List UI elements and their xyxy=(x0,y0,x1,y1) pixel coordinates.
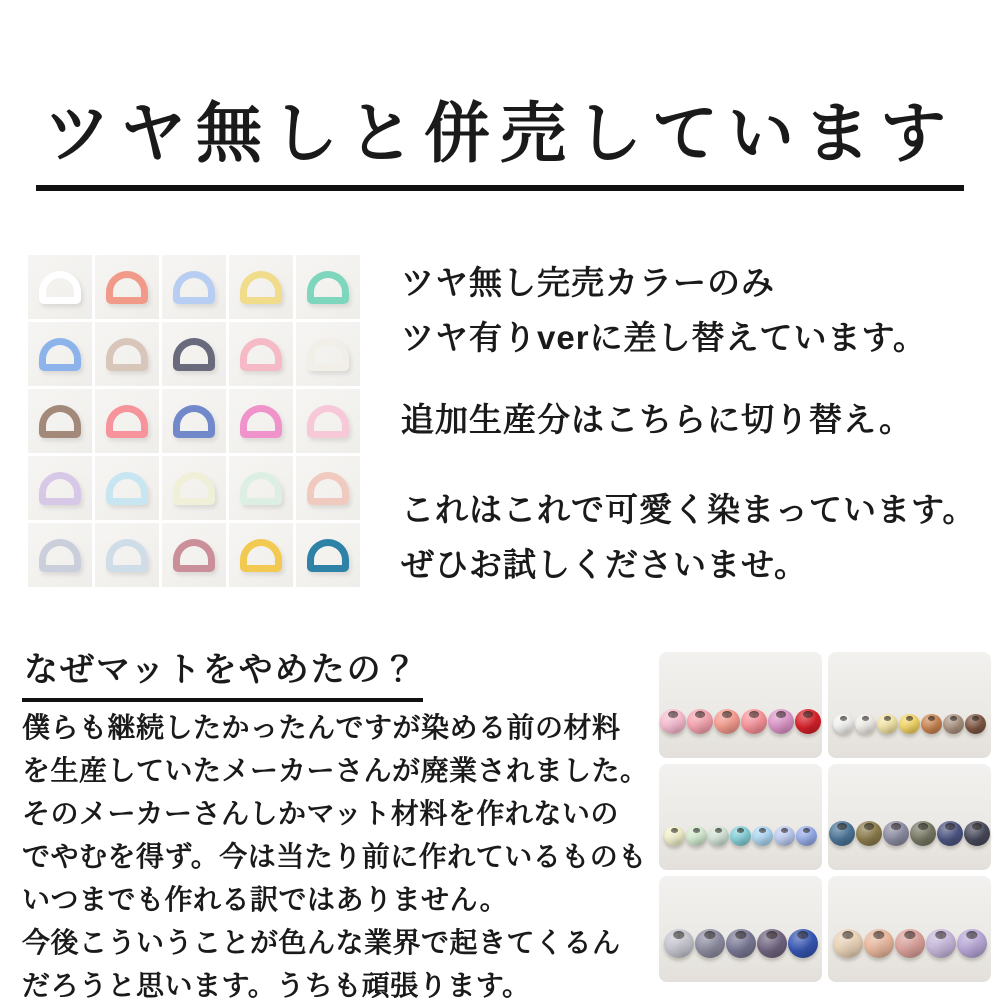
ring-photo-cell xyxy=(296,389,360,453)
bead-swatch xyxy=(714,709,740,734)
bead-row xyxy=(833,714,986,734)
bead-swatch xyxy=(965,714,986,734)
d-ring-swatch xyxy=(173,539,215,572)
bead-swatch xyxy=(757,929,787,958)
bead-hole xyxy=(704,931,715,939)
bead-row xyxy=(664,929,818,958)
bead-hole xyxy=(671,828,679,833)
bead-hole xyxy=(797,931,808,939)
bead-hole xyxy=(803,711,813,718)
bead-swatch xyxy=(957,929,987,958)
bead-hole xyxy=(864,823,874,830)
bead-hole xyxy=(803,828,811,833)
ring-photo-cell xyxy=(296,456,360,520)
note-swap-line1: ツヤ無し完売カラーのみ xyxy=(401,264,775,301)
note-recommend-line1: これはこれで可愛く染まっています。 xyxy=(401,491,977,528)
ring-photo-cell xyxy=(162,523,226,587)
bead-row xyxy=(833,929,987,958)
ring-photo-cell xyxy=(296,523,360,587)
bead-swatch xyxy=(926,929,956,958)
bead-swatch xyxy=(795,709,821,734)
ring-photo-cell xyxy=(28,322,92,386)
bead-hole xyxy=(928,716,936,721)
bead-hole xyxy=(668,711,678,718)
d-ring-swatch xyxy=(307,271,349,304)
bead-swatch xyxy=(895,929,925,958)
ring-photo-cell xyxy=(95,322,159,386)
bead-hole xyxy=(972,823,982,830)
ring-photo-cell xyxy=(28,456,92,520)
bead-hole xyxy=(906,716,914,721)
why-body-line: でやむを得ず。今は当たり前に作れているものも xyxy=(22,841,647,872)
bead-row xyxy=(829,821,990,846)
d-ring-swatch xyxy=(106,539,148,572)
d-ring-swatch xyxy=(173,271,215,304)
bead-swatch xyxy=(730,826,751,846)
d-ring-swatch xyxy=(307,539,349,572)
note-recommend-line2: ぜひお試しくださいませ。 xyxy=(401,546,809,583)
bead-photo-cell xyxy=(659,876,822,982)
bead-grid xyxy=(659,652,991,982)
bead-hole xyxy=(735,931,746,939)
note-production: 追加生産分はこちらに切り替え。 xyxy=(401,401,913,438)
d-ring-swatch xyxy=(106,472,148,505)
bead-swatch xyxy=(695,929,725,958)
bead-row xyxy=(664,826,817,846)
bead-hole xyxy=(842,931,853,939)
bead-hole xyxy=(950,716,958,721)
bead-swatch xyxy=(864,929,894,958)
bead-hole xyxy=(673,931,684,939)
bead-photo-cell xyxy=(659,652,822,758)
ring-photo-cell xyxy=(229,322,293,386)
bead-swatch xyxy=(660,709,686,734)
ring-photo-cell xyxy=(28,523,92,587)
bead-hole xyxy=(715,828,723,833)
bead-swatch xyxy=(964,821,990,846)
bead-hole xyxy=(862,716,870,721)
why-body-line: そのメーカーさんしかマット材料を作れないの xyxy=(22,798,619,829)
d-ring-swatch xyxy=(39,472,81,505)
ring-photo-cell xyxy=(162,322,226,386)
bead-hole xyxy=(972,716,980,721)
ring-photo-cell xyxy=(229,523,293,587)
ring-photo-cell xyxy=(95,523,159,587)
bead-photo-cell xyxy=(659,764,822,870)
bead-row xyxy=(660,709,821,734)
bead-swatch xyxy=(664,929,694,958)
bead-swatch xyxy=(686,826,707,846)
note-swap xyxy=(401,255,927,365)
bead-swatch xyxy=(726,929,756,958)
bead-swatch xyxy=(877,714,898,734)
d-ring-swatch xyxy=(39,539,81,572)
why-body-line: いつまでも作れる訳ではありません。 xyxy=(22,884,509,915)
bead-swatch xyxy=(899,714,920,734)
bead-swatch xyxy=(664,826,685,846)
bead-hole xyxy=(693,828,701,833)
bead-swatch xyxy=(774,826,795,846)
ring-photo-cell xyxy=(296,322,360,386)
bead-hole xyxy=(766,931,777,939)
d-ring-swatch xyxy=(39,405,81,438)
bead-swatch xyxy=(796,826,817,846)
ring-photo-cell xyxy=(162,255,226,319)
ring-photo-cell xyxy=(162,456,226,520)
ring-grid xyxy=(28,255,360,587)
d-ring-swatch xyxy=(240,405,282,438)
bead-swatch xyxy=(833,714,854,734)
bead-hole xyxy=(781,828,789,833)
ring-photo-cell xyxy=(28,389,92,453)
bead-hole xyxy=(722,711,732,718)
why-body-line: 今後こういうことが色んな業界で起きてくるん xyxy=(22,927,621,958)
bead-swatch xyxy=(829,821,855,846)
d-ring-swatch xyxy=(106,271,148,304)
d-ring-swatch xyxy=(106,405,148,438)
bead-swatch xyxy=(921,714,942,734)
bead-hole xyxy=(884,716,892,721)
d-ring-swatch xyxy=(307,472,349,505)
d-ring-swatch xyxy=(307,338,349,371)
d-ring-swatch xyxy=(173,338,215,371)
bead-swatch xyxy=(855,714,876,734)
bead-hole xyxy=(840,716,848,721)
note-recommend xyxy=(401,482,976,592)
bead-swatch xyxy=(883,821,909,846)
ring-photo-cell xyxy=(229,255,293,319)
bead-hole xyxy=(737,828,745,833)
bead-hole xyxy=(837,823,847,830)
bead-hole xyxy=(945,823,955,830)
bead-swatch xyxy=(752,826,773,846)
why-body-line: 僕らも継続したかったんですが染める前の材料 xyxy=(22,712,621,743)
ring-photo-cell xyxy=(28,255,92,319)
why-heading-wrap xyxy=(22,642,423,702)
bead-hole xyxy=(935,931,946,939)
d-ring-swatch xyxy=(240,539,282,572)
bead-swatch xyxy=(788,929,818,958)
note-swap-line2: ツヤ有りverに差し替えています。 xyxy=(401,319,927,356)
bead-photo-cell xyxy=(828,764,991,870)
page-title: ツヤ無しと併売しています xyxy=(36,80,964,191)
why-body-line: を生産していたメーカーさんが廃業されました。 xyxy=(22,755,649,786)
why-section-heading: なぜマットをやめたの？ xyxy=(22,642,423,702)
bead-hole xyxy=(695,711,705,718)
d-ring-swatch xyxy=(106,338,148,371)
bead-swatch xyxy=(833,929,863,958)
title-wrap xyxy=(0,80,1000,191)
d-ring-swatch xyxy=(39,271,81,304)
d-ring-swatch xyxy=(307,405,349,438)
d-ring-swatch xyxy=(39,338,81,371)
bead-hole xyxy=(776,711,786,718)
bead-swatch xyxy=(741,709,767,734)
bead-hole xyxy=(918,823,928,830)
bead-hole xyxy=(891,823,901,830)
bead-swatch xyxy=(910,821,936,846)
ring-photo-cell xyxy=(162,389,226,453)
bead-photo-cell xyxy=(828,876,991,982)
ring-photo-cell xyxy=(95,456,159,520)
bead-hole xyxy=(966,931,977,939)
bead-hole xyxy=(904,931,915,939)
d-ring-swatch xyxy=(240,338,282,371)
bead-swatch xyxy=(943,714,964,734)
ring-photo-cell xyxy=(229,456,293,520)
d-ring-swatch xyxy=(240,271,282,304)
why-body-line: だろうと思います。うちも頑張ります。 xyxy=(22,970,531,1001)
bead-swatch xyxy=(687,709,713,734)
d-ring-swatch xyxy=(173,405,215,438)
ring-photo-cell xyxy=(95,255,159,319)
bead-swatch xyxy=(708,826,729,846)
d-ring-swatch xyxy=(173,472,215,505)
d-ring-swatch xyxy=(240,472,282,505)
ring-photo-cell xyxy=(229,389,293,453)
bead-swatch xyxy=(937,821,963,846)
bead-hole xyxy=(749,711,759,718)
bead-photo-cell xyxy=(828,652,991,758)
ring-photo-cell xyxy=(296,255,360,319)
why-body xyxy=(22,706,648,1007)
ring-photo-cell xyxy=(95,389,159,453)
bead-hole xyxy=(873,931,884,939)
bead-swatch xyxy=(856,821,882,846)
bead-hole xyxy=(759,828,767,833)
bead-swatch xyxy=(768,709,794,734)
